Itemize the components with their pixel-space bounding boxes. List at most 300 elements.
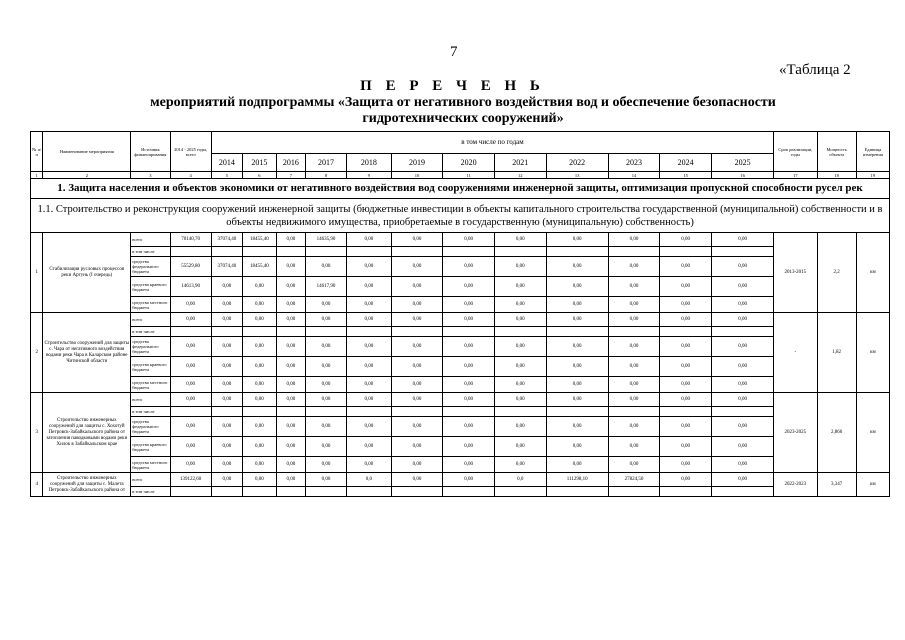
year-value: 0,00 [608, 297, 660, 313]
year-value: 0,00 [546, 297, 608, 313]
column-number: 15 [660, 172, 712, 179]
year-value: 0,00 [711, 277, 773, 297]
year-value [347, 327, 391, 337]
year-value [608, 487, 660, 497]
year-value: 0,00 [660, 437, 712, 457]
header-name: Наименование мероприятия [43, 132, 131, 172]
funding-source: средства федерального бюджета [131, 417, 170, 437]
funding-source: средства краевого бюджета [131, 277, 170, 297]
year-value [347, 247, 391, 257]
year-value: 0,00 [443, 337, 495, 357]
funding-source: средства местного бюджета [131, 377, 170, 393]
year-value [305, 327, 346, 337]
year-value: 0,00 [347, 257, 391, 277]
row-number: 2 [31, 313, 43, 393]
year-value: 0,0 [347, 473, 391, 487]
measure-name: Строительство инженерных сооружений для защиты с. Хохотуй Петровск-Забайкальского района от затопления паводковыми водами реки Хилок в Забайкальском крае [43, 393, 131, 473]
year-value: 0,00 [276, 297, 305, 313]
year-value [391, 487, 443, 497]
funding-source: всего [131, 393, 170, 407]
year-value: 0,00 [211, 337, 242, 357]
year-value: 0,00 [391, 313, 443, 327]
total-value: 0,00 [170, 337, 211, 357]
year-value [211, 327, 242, 337]
year-value: 0,00 [305, 337, 346, 357]
header-row-1 [31, 132, 890, 154]
year-value: 0,00 [242, 437, 276, 457]
year-value: 0,00 [391, 457, 443, 473]
year-value: 0,00 [211, 417, 242, 437]
year-value [276, 247, 305, 257]
year-value: 0,00 [242, 313, 276, 327]
year-value: 0,00 [276, 377, 305, 393]
year-value [546, 487, 608, 497]
year-value: 0,00 [391, 233, 443, 247]
year-value [608, 407, 660, 417]
year-header: 2020 [443, 154, 495, 172]
total-value [170, 407, 211, 417]
year-value: 0,00 [711, 357, 773, 377]
year-value: 0,00 [211, 313, 242, 327]
table-row [31, 457, 890, 473]
year-value: 0,00 [660, 337, 712, 357]
year-value: 0,00 [347, 393, 391, 407]
year-value: 0,00 [391, 357, 443, 377]
funding-source: средства федерального бюджета [131, 337, 170, 357]
year-value: 0,00 [305, 473, 346, 487]
capacity: 2,2 [817, 233, 856, 313]
year-value: 0,00 [546, 457, 608, 473]
total-value: 55529,80 [170, 257, 211, 277]
year-value: 0,00 [660, 297, 712, 313]
year-value: 0,00 [546, 417, 608, 437]
year-value [305, 247, 346, 257]
term: 2022-2023 [774, 473, 817, 497]
column-number: 17 [774, 172, 817, 179]
table-row [31, 393, 890, 407]
year-value: 0,00 [546, 357, 608, 377]
year-value: 0,00 [608, 417, 660, 437]
funding-source: всего [131, 233, 170, 247]
year-value: 0,00 [276, 473, 305, 487]
column-number: 4 [170, 172, 211, 179]
header-num: № п/п [31, 132, 43, 172]
row-number: 1 [31, 233, 43, 313]
year-value: 0,00 [305, 437, 346, 457]
year-value: 0,00 [608, 393, 660, 407]
year-value: 0,00 [276, 437, 305, 457]
year-value [660, 247, 712, 257]
year-value: 14617,90 [305, 277, 346, 297]
subsection-heading: 1.1. Строительство и реконструкция сооружений инженерной защиты (бюджетные инвестиции в объекты капитального строительства государственной (муниципальной) собственности и в объекты недвижимого имущества, приобретаемые в государственную (муниципальную) собственность) [31, 199, 890, 233]
column-number: 7 [276, 172, 305, 179]
year-value: 0,00 [391, 337, 443, 357]
column-number: 3 [131, 172, 170, 179]
year-value: 0,00 [305, 313, 346, 327]
year-value: 0,00 [608, 277, 660, 297]
year-value: 0,00 [276, 393, 305, 407]
year-value: 0,00 [608, 313, 660, 327]
year-value: 0,00 [347, 437, 391, 457]
table-row [31, 297, 890, 313]
year-value: 0,00 [546, 313, 608, 327]
year-value: 0,00 [660, 473, 712, 487]
year-value [276, 487, 305, 497]
column-number-row [31, 172, 890, 179]
year-value [276, 407, 305, 417]
year-value: 0,00 [276, 257, 305, 277]
row-number: 4 [31, 473, 43, 497]
funding-source: средства местного бюджета [131, 457, 170, 473]
year-value: 0,00 [711, 393, 773, 407]
year-value [546, 247, 608, 257]
year-value: 0,00 [391, 393, 443, 407]
year-value: 0,00 [494, 313, 546, 327]
total-value: 0,00 [170, 297, 211, 313]
year-value: 0,00 [711, 417, 773, 437]
year-value: 0,00 [242, 297, 276, 313]
year-value: 0,00 [443, 257, 495, 277]
funding-source: средства краевого бюджета [131, 357, 170, 377]
measure-name: Строительство инженерных сооружений для защиты с. Малета Петровск-Забайкальского района от [43, 473, 131, 497]
year-value: 0,00 [443, 473, 495, 487]
table-row [31, 417, 890, 437]
subsection-row [31, 199, 890, 233]
column-number: 1 [31, 172, 43, 179]
year-value: 0,00 [242, 377, 276, 393]
year-value [494, 407, 546, 417]
year-value: 0,00 [211, 377, 242, 393]
year-value: 0,00 [608, 377, 660, 393]
year-value: 0,00 [211, 457, 242, 473]
year-value [443, 247, 495, 257]
section-heading: 1. Защита населения и объектов экономики от негативного воздействия вод сооружениями инженерной защиты, оптимизация пропускной способности русел рек [31, 179, 890, 199]
year-value: 0,00 [443, 457, 495, 473]
year-value: 0,00 [391, 437, 443, 457]
year-value: 0,00 [305, 393, 346, 407]
year-value [711, 247, 773, 257]
year-value: 0,00 [276, 417, 305, 437]
year-value: 0,00 [608, 337, 660, 357]
year-value: 0,00 [242, 473, 276, 487]
capacity: 1,82 [817, 313, 856, 393]
year-value: 0,00 [211, 297, 242, 313]
year-value: 0,00 [242, 417, 276, 437]
column-number: 12 [494, 172, 546, 179]
total-value: 0,00 [170, 437, 211, 457]
year-value: 0,00 [305, 417, 346, 437]
year-value: 0,00 [660, 233, 712, 247]
unit: км [856, 473, 889, 497]
year-value: 0,00 [660, 457, 712, 473]
year-value: 0,00 [660, 357, 712, 377]
document-title: П Е Р Е Ч Е Н Ь [360, 78, 545, 94]
year-value: 0,00 [443, 377, 495, 393]
section-row [31, 179, 890, 199]
year-value: 0,00 [305, 377, 346, 393]
year-value: 0,00 [391, 473, 443, 487]
year-value [608, 247, 660, 257]
year-header: 2017 [305, 154, 346, 172]
measures-table [30, 131, 890, 497]
year-value [347, 487, 391, 497]
year-value: 0,00 [305, 357, 346, 377]
measure-name: Стабилизация русловых процессов реки Аргунь (I очередь) [43, 233, 131, 313]
funding-source: средства краевого бюджета [131, 437, 170, 457]
year-value: 0,00 [711, 377, 773, 393]
year-value: 0,00 [242, 357, 276, 377]
unit: км [856, 393, 889, 473]
table-row [31, 257, 890, 277]
year-value: 0,00 [276, 233, 305, 247]
year-value [211, 487, 242, 497]
year-value [242, 327, 276, 337]
year-value: 0,00 [660, 377, 712, 393]
year-value: 0,00 [711, 457, 773, 473]
total-value: 0,00 [170, 417, 211, 437]
year-value: 0,00 [443, 437, 495, 457]
year-value: 0,00 [660, 277, 712, 297]
header-term: Срок реализации, годы [774, 132, 817, 172]
table-row [31, 337, 890, 357]
year-value: 14635,90 [305, 233, 346, 247]
year-value [711, 487, 773, 497]
capacity: 2,866 [817, 393, 856, 473]
table-row [31, 437, 890, 457]
year-value: 0,00 [391, 417, 443, 437]
total-value: 0,00 [170, 357, 211, 377]
year-value: 0,00 [494, 277, 546, 297]
year-value: 0,00 [391, 257, 443, 277]
unit: км [856, 313, 889, 393]
year-value: 0,00 [211, 473, 242, 487]
column-number: 5 [211, 172, 242, 179]
year-value: 0,00 [546, 257, 608, 277]
table-row [31, 247, 890, 257]
year-value: 0,00 [546, 437, 608, 457]
total-value: 139122,60 [170, 473, 211, 487]
year-value: 27824,50 [608, 473, 660, 487]
year-header: 2019 [391, 154, 443, 172]
year-header: 2015 [242, 154, 276, 172]
year-value [608, 327, 660, 337]
year-value: 0,00 [494, 337, 546, 357]
year-value: 0,00 [391, 377, 443, 393]
year-value: 0,00 [711, 297, 773, 313]
year-value: 0,00 [276, 357, 305, 377]
year-value: 0,00 [546, 233, 608, 247]
year-value [494, 487, 546, 497]
year-value: 0,00 [347, 457, 391, 473]
year-value: 0,00 [546, 377, 608, 393]
year-value: 0,00 [443, 417, 495, 437]
funding-source: в том числе [131, 407, 170, 417]
column-number: 16 [711, 172, 773, 179]
year-value [305, 407, 346, 417]
year-value: 0,00 [347, 357, 391, 377]
year-value: 0,00 [494, 257, 546, 277]
year-value: 0,00 [347, 377, 391, 393]
year-value: 0,00 [546, 277, 608, 297]
row-number: 3 [31, 393, 43, 473]
year-value: 0,00 [443, 233, 495, 247]
funding-source: в том числе [131, 327, 170, 337]
year-value [242, 247, 276, 257]
year-value: 0,00 [494, 297, 546, 313]
year-value: 0,00 [347, 277, 391, 297]
year-value: 0,00 [494, 357, 546, 377]
column-number: 10 [391, 172, 443, 179]
column-number: 9 [347, 172, 391, 179]
header-unit: Единица измерения [856, 132, 889, 172]
funding-source: в том числе [131, 247, 170, 257]
funding-source: всего [131, 473, 170, 487]
year-value: 0,00 [608, 357, 660, 377]
year-value [660, 407, 712, 417]
year-value: 0,00 [711, 337, 773, 357]
total-value: 14613,90 [170, 277, 211, 297]
funding-source: средства федерального бюджета [131, 257, 170, 277]
year-value: 0,00 [211, 277, 242, 297]
year-value: 0,00 [443, 357, 495, 377]
year-value: 0,00 [660, 417, 712, 437]
column-number: 19 [856, 172, 889, 179]
measure-name: Строительство сооружений для защиты с. Чара от негативного воздействия водами реки Чара в Каларском районе Читинской области [43, 313, 131, 393]
year-value [660, 327, 712, 337]
year-header: 2023 [608, 154, 660, 172]
year-header: 2014 [211, 154, 242, 172]
year-value [211, 247, 242, 257]
total-value [170, 247, 211, 257]
column-number: 13 [546, 172, 608, 179]
table-row [31, 377, 890, 393]
year-value: 0,00 [443, 297, 495, 313]
table-row [31, 407, 890, 417]
year-value: 0,00 [660, 393, 712, 407]
table-row [31, 357, 890, 377]
year-value: 0,00 [276, 337, 305, 357]
column-number: 8 [305, 172, 346, 179]
year-header: 2021 [494, 154, 546, 172]
year-value: 0,00 [347, 417, 391, 437]
year-value: 111298,10 [546, 473, 608, 487]
year-value: 0,00 [546, 337, 608, 357]
year-value: 0,00 [608, 233, 660, 247]
year-value [211, 407, 242, 417]
total-value [170, 327, 211, 337]
year-value: 0,00 [305, 457, 346, 473]
year-header: 2018 [347, 154, 391, 172]
year-value: 0,00 [347, 233, 391, 247]
funding-source: средства местного бюджета [131, 297, 170, 313]
term: - [774, 313, 817, 393]
year-value: 37074,40 [211, 257, 242, 277]
year-value [660, 487, 712, 497]
year-value: 0,00 [305, 297, 346, 313]
year-value: 0,00 [546, 393, 608, 407]
year-value: 0,00 [494, 417, 546, 437]
table-row [31, 327, 890, 337]
year-value: 0,00 [711, 437, 773, 457]
year-value [391, 407, 443, 417]
year-value [391, 327, 443, 337]
year-value: 0,00 [711, 233, 773, 247]
header-years-group: в том числе по годам [211, 132, 773, 154]
column-number: 11 [443, 172, 495, 179]
year-value: 0,00 [242, 457, 276, 473]
year-value [391, 247, 443, 257]
funding-source: в том числе [131, 487, 170, 497]
header-total: 2014 - 2025 годы, всего [170, 132, 211, 172]
year-value: 0,00 [443, 313, 495, 327]
year-value: 0,00 [305, 257, 346, 277]
year-value: 0,00 [608, 457, 660, 473]
year-value: 0,00 [711, 473, 773, 487]
year-value: 0,00 [347, 337, 391, 357]
page-number: 7 [450, 44, 458, 60]
funding-source: всего [131, 313, 170, 327]
year-value [443, 487, 495, 497]
year-value: 0,00 [242, 277, 276, 297]
year-value: 0,00 [391, 277, 443, 297]
year-value: 0,00 [211, 437, 242, 457]
year-value [711, 407, 773, 417]
year-value [242, 407, 276, 417]
year-value: 0,00 [608, 257, 660, 277]
year-value [494, 247, 546, 257]
year-value: 0,00 [242, 337, 276, 357]
table-row [31, 473, 890, 487]
year-value [305, 487, 346, 497]
year-value: 0,00 [711, 257, 773, 277]
table-row [31, 233, 890, 247]
table-row [31, 487, 890, 497]
year-value [242, 487, 276, 497]
column-number: 14 [608, 172, 660, 179]
year-value [546, 407, 608, 417]
total-value [170, 487, 211, 497]
year-value: 18455,40 [242, 233, 276, 247]
year-value: 0,00 [276, 277, 305, 297]
total-value: 0,00 [170, 313, 211, 327]
table-label: «Таблица 2 [779, 62, 851, 78]
column-number: 2 [43, 172, 131, 179]
year-value: 0,00 [660, 313, 712, 327]
year-header: 2025 [711, 154, 773, 172]
year-value [276, 327, 305, 337]
year-value: 0,00 [242, 393, 276, 407]
year-value: 0,00 [608, 437, 660, 457]
year-value: 37074,40 [211, 233, 242, 247]
year-value: 0,00 [494, 457, 546, 473]
year-value [347, 407, 391, 417]
year-value: 0,00 [494, 377, 546, 393]
column-number: 6 [242, 172, 276, 179]
document-subtitle: мероприятий подпрограммы «Защита от негативного воздействия вод и обеспечение безопасности гидротехнических сооружений» [150, 95, 776, 126]
table-row [31, 277, 890, 297]
term: 2023-2025 [774, 393, 817, 473]
year-value: 0,0 [494, 473, 546, 487]
header-source: Источник финансирования [131, 132, 170, 172]
year-value: 0,00 [443, 393, 495, 407]
header-capacity: Мощность объекта [817, 132, 856, 172]
year-value: 0,00 [211, 357, 242, 377]
total-value: 0,00 [170, 457, 211, 473]
year-value: 0,00 [276, 457, 305, 473]
unit: км [856, 233, 889, 313]
year-value: 0,00 [494, 233, 546, 247]
year-value: 0,00 [494, 437, 546, 457]
